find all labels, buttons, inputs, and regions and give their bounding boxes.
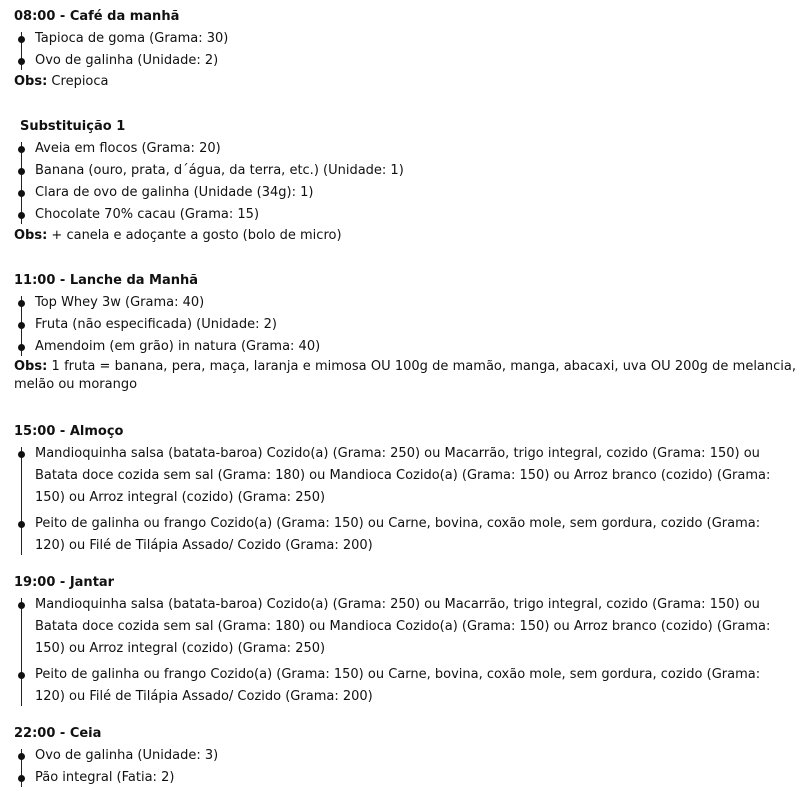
observation	[14, 226, 806, 246]
list-item: Peito de galinha ou frango Cozido(a) (Grama: 150) ou Carne, bovina, coxão mole, sem gordura, cozido (Grama: 120) ou Filé de Tilápia Assado/ Cozido (Grama: 200)	[0, 513, 806, 557]
obs-text: 1 fruta = banana, pera, maça, laranja e mimosa OU 100g de mamão, manga, abacaxi, uva OU 200g de melancia, melão ou morango	[14, 359, 796, 392]
bullet-icon	[18, 322, 25, 329]
meal-title: 11:00 - Lanche da Manhã	[14, 273, 199, 288]
item-list	[0, 138, 806, 226]
list-item: Tapioca de goma (Grama: 30)	[0, 28, 806, 50]
observation	[14, 358, 806, 394]
bullet-icon	[18, 146, 25, 153]
bullet-icon	[18, 344, 25, 351]
meal-morning-snack	[0, 272, 806, 394]
obs-text: Crepioca	[47, 74, 109, 89]
meal-dinner	[0, 574, 806, 708]
item-list	[0, 443, 806, 557]
item-list	[0, 292, 806, 358]
list-item: Aveia em flocos (Grama: 20)	[0, 138, 806, 160]
bullet-icon	[18, 300, 25, 307]
item-list	[0, 594, 806, 708]
meal-breakfast	[0, 8, 806, 92]
obs-text: + canela e adoçante a gosto (bolo de micro)	[47, 228, 342, 243]
meal-title: Substituição 1	[20, 119, 126, 134]
bullet-icon	[18, 451, 25, 458]
meal-title: 22:00 - Ceia	[14, 726, 102, 741]
list-item: Top Whey 3w (Grama: 40)	[0, 292, 806, 314]
meal-lunch	[0, 423, 806, 557]
bullet-icon	[18, 753, 25, 760]
obs-label: Obs:	[14, 359, 48, 374]
bullet-icon	[18, 672, 25, 679]
list-item: Amendoim (em grão) in natura (Grama: 40)	[0, 336, 806, 358]
list-item: Fruta (não especificada) (Unidade: 2)	[0, 314, 806, 336]
bullet-icon	[18, 775, 25, 782]
list-item: Ovo de galinha (Unidade: 3)	[0, 745, 806, 767]
meal-title: 08:00 - Café da manhã	[14, 9, 180, 24]
bullet-icon	[18, 36, 25, 43]
list-item: Banana (ouro, prata, d´água, da terra, etc.) (Unidade: 1)	[0, 160, 806, 182]
list-item: Mandioquinha salsa (batata-baroa) Cozido(a) (Grama: 250) ou Macarrão, trigo integral, cozido (Grama: 150) ou Batata doce cozida sem sal (Grama: 180) ou Mandioca Cozido(a) (Grama: 150) ou Arroz branco (cozido) (Grama: 150) ou Arroz integral (cozido) (Grama: 250)	[0, 443, 806, 509]
list-item: Ovo de galinha (Unidade: 2)	[0, 50, 806, 72]
list-item: Clara de ovo de galinha (Unidade (34g): 1)	[0, 182, 806, 204]
list-item: Chocolate 70% cacau (Grama: 15)	[0, 204, 806, 226]
bullet-icon	[18, 190, 25, 197]
meal-supper	[0, 725, 806, 789]
item-list	[0, 28, 806, 72]
bullet-icon	[18, 168, 25, 175]
list-item: Pão integral (Fatia: 2)	[0, 767, 806, 789]
meal-title: 19:00 - Jantar	[14, 575, 115, 590]
obs-label: Obs:	[14, 74, 48, 89]
obs-label: Obs:	[14, 228, 48, 243]
list-item: Mandioquinha salsa (batata-baroa) Cozido(a) (Grama: 250) ou Macarrão, trigo integral, cozido (Grama: 150) ou Batata doce cozida sem sal (Grama: 180) ou Mandioca Cozido(a) (Grama: 150) ou Arroz branco (cozido) (Grama: 150) ou Arroz integral (cozido) (Grama: 250)	[0, 594, 806, 660]
observation	[14, 72, 806, 92]
item-list	[0, 745, 806, 789]
bullet-icon	[18, 602, 25, 609]
bullet-icon	[18, 212, 25, 219]
list-item: Peito de galinha ou frango Cozido(a) (Grama: 150) ou Carne, bovina, coxão mole, sem gordura, cozido (Grama: 120) ou Filé de Tilápia Assado/ Cozido (Grama: 200)	[0, 664, 806, 708]
meal-substitution-1	[0, 118, 806, 246]
bullet-icon	[18, 521, 25, 528]
bullet-icon	[18, 58, 25, 65]
meal-title: 15:00 - Almoço	[14, 424, 124, 439]
